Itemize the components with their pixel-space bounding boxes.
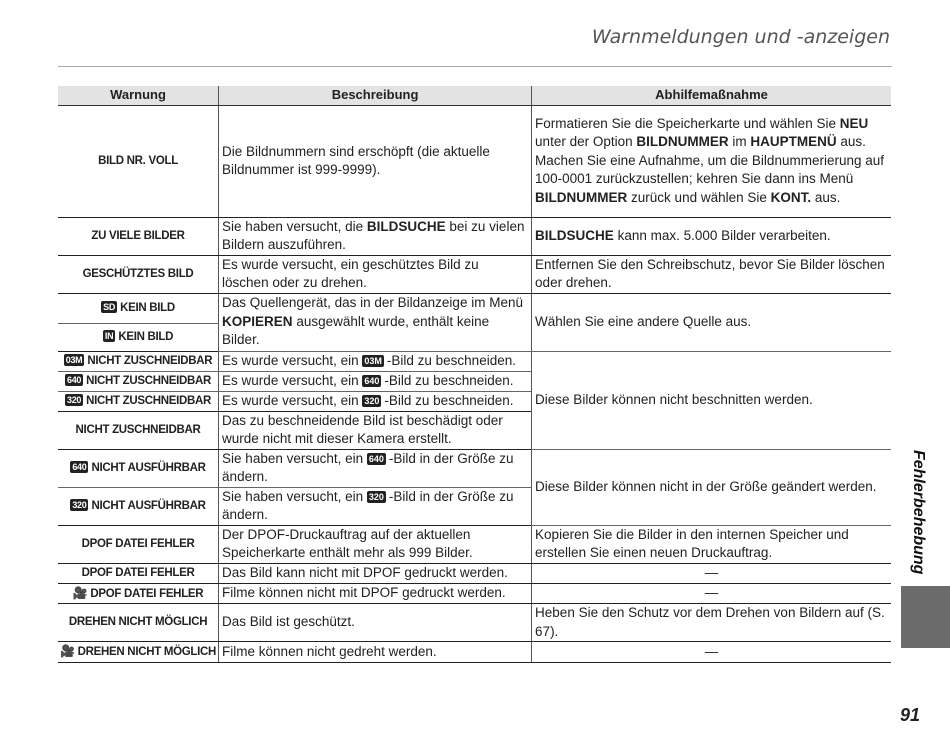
- description-cell: Der DPOF-Druckauftrag auf der aktuellen Speicherkarte enthält mehr als 999 Bilder.: [219, 525, 532, 563]
- warning-label: NICHT ZUSCHNEIDBAR: [86, 394, 212, 407]
- remedy-cell: Wählen Sie eine andere Quelle aus.: [532, 293, 891, 351]
- table-row: [58, 583, 891, 604]
- description-cell: Das Quellengerät, das in der Bildanzeige im Menü KOPIEREN ausgewählt wurde, enthält keine Bilder.: [219, 293, 532, 351]
- description-cell: Das Bild ist geschützt.: [219, 604, 532, 642]
- warning-cell: [58, 487, 219, 525]
- warning-label: ZU VIELE BILDER: [91, 229, 185, 242]
- 320-icon: 320: [66, 394, 82, 405]
- remedy-cell: Kopieren Sie die Bilder in den internen Speicher und erstellen Sie einen neuen Druckauftrag.: [532, 525, 891, 563]
- warning-cell: [58, 583, 219, 604]
- warning-cell: [58, 255, 219, 293]
- warning-cell: [58, 642, 219, 663]
- warning-label: DPOF DATEI FEHLER: [81, 537, 195, 550]
- table-row: [58, 293, 891, 323]
- table-row: [58, 255, 891, 293]
- movie-icon: 🎥: [72, 585, 88, 600]
- table-row: [58, 449, 891, 487]
- 640-icon: 640: [66, 374, 82, 385]
- warning-label: NICHT ZUSCHNEIDBAR: [75, 423, 201, 436]
- description-cell: Das Bild kann nicht mit DPOF gedruckt werden.: [219, 563, 532, 583]
- description-cell: Sie haben versucht, die BILDSUCHE bei zu vielen Bildern auszuführen.: [219, 217, 532, 255]
- warning-cell: [58, 391, 219, 411]
- remedy-cell: —: [532, 642, 891, 663]
- description-cell: Es wurde versucht, ein geschütztes Bild zu löschen oder zu drehen.: [219, 255, 532, 293]
- warning-label: NICHT ZUSCHNEIDBAR: [86, 374, 212, 387]
- col-warnung: Warnung: [58, 86, 219, 105]
- warning-label: GESCHÜTZTES BILD: [82, 267, 194, 280]
- movie-icon: 🎥: [60, 644, 75, 658]
- description-cell: Sie haben versucht, ein 320 -Bild in der Größe zu ändern.: [219, 487, 532, 525]
- col-beschreibung: Beschreibung: [219, 86, 532, 105]
- description-cell: Es wurde versucht, ein 03M -Bild zu beschneiden.: [219, 351, 532, 371]
- description-cell: Filme können nicht mit DPOF gedruckt werden.: [219, 583, 532, 604]
- warning-label: NICHT ZUSCHNEIDBAR: [87, 354, 213, 367]
- remedy-cell: Heben Sie den Schutz vor dem Drehen von Bildern auf (S. 67).: [532, 604, 891, 642]
- remedy-cell: —: [532, 583, 891, 604]
- description-cell: Die Bildnummern sind erschöpft (die aktuelle Bildnummer ist 999-9999).: [219, 105, 532, 217]
- page-number: 91: [899, 705, 920, 725]
- 320-icon: 320: [364, 395, 380, 406]
- warning-label: BILD NR. VOLL: [98, 154, 178, 167]
- header-rule: [58, 66, 892, 67]
- 640-icon: 640: [364, 375, 380, 386]
- 320-icon: 320: [72, 499, 87, 510]
- warning-cell: [58, 525, 219, 563]
- table-row: [58, 217, 891, 255]
- 640-icon: 640: [368, 453, 384, 464]
- description-cell: Das zu beschneidende Bild ist beschädigt oder wurde nicht mit dieser Kamera erstellt.: [219, 411, 532, 449]
- remedy-cell: Diese Bilder können nicht beschnitten werden.: [532, 351, 891, 449]
- warning-cell: [58, 217, 219, 255]
- description-cell: Es wurde versucht, ein 320 -Bild zu beschneiden.: [219, 391, 532, 411]
- warning-label: KEIN BILD: [118, 330, 174, 343]
- table-row: [58, 105, 891, 217]
- table-row: [58, 563, 891, 583]
- description-cell: Filme können nicht gedreht werden.: [219, 642, 532, 663]
- warning-cell: [58, 293, 219, 323]
- warning-label: KEIN BILD: [120, 301, 175, 314]
- warning-label: DPOF DATEI FEHLER: [90, 587, 204, 600]
- sd-icon: SD: [103, 301, 116, 312]
- warning-table: [58, 86, 891, 663]
- warning-label: DREHEN NICHT MÖGLICH: [68, 616, 208, 629]
- col-abhilfe: Abhilfemaßnahme: [532, 86, 891, 105]
- warning-cell: [58, 563, 219, 583]
- warning-cell: [58, 449, 219, 487]
- warning-cell: [58, 604, 219, 642]
- remedy-cell: Diese Bilder können nicht in der Größe geändert werden.: [532, 449, 891, 525]
- warning-cell: [58, 323, 219, 351]
- remedy-cell: Entfernen Sie den Schreibschutz, bevor Sie Bilder löschen oder drehen.: [532, 255, 891, 293]
- table-row: [58, 642, 891, 663]
- 320-icon: 320: [368, 491, 384, 502]
- warning-cell: [58, 411, 219, 449]
- description-cell: Es wurde versucht, ein 640 -Bild zu beschneiden.: [219, 371, 532, 391]
- warning-cell: [58, 105, 219, 217]
- table-row: [58, 604, 891, 642]
- table-row: [58, 525, 891, 563]
- table-row: [58, 351, 891, 371]
- 03m-icon: 03M: [65, 354, 83, 365]
- in-icon: IN: [104, 330, 114, 341]
- description-cell: Sie haben versucht, ein 640 -Bild in der Größe zu ändern.: [219, 449, 532, 487]
- warning-label: NICHT AUSFÜHRBAR: [91, 461, 206, 474]
- warning-label: DREHEN NICHT MÖGLICH: [77, 646, 217, 658]
- remedy-cell: BILDSUCHE kann max. 5.000 Bilder verarbeiten.: [532, 217, 891, 255]
- 640-icon: 640: [72, 461, 87, 472]
- section-tab-label: Fehlerbehebung: [910, 450, 927, 575]
- warning-cell: [58, 351, 219, 371]
- section-tab: [901, 586, 950, 648]
- warning-label: NICHT AUSFÜHRBAR: [91, 499, 206, 512]
- page-header: Warnmeldungen und -anzeigen: [591, 26, 890, 48]
- warning-cell: [58, 371, 219, 391]
- remedy-cell: —: [532, 563, 891, 583]
- remedy-cell: Formatieren Sie die Speicherkarte und wählen Sie NEU unter der Option BILDNUMMER im HAUPTMENÜ aus. Machen Sie eine Aufnahme, um die Bildnummerierung auf 100-0001 zurückzustellen; kehren Sie dann ins Menü BILDNUMMER zurück und wählen Sie KONT. aus.: [532, 105, 891, 217]
- warning-label: DPOF DATEI FEHLER: [81, 566, 195, 579]
- 03m-icon: 03M: [364, 355, 382, 366]
